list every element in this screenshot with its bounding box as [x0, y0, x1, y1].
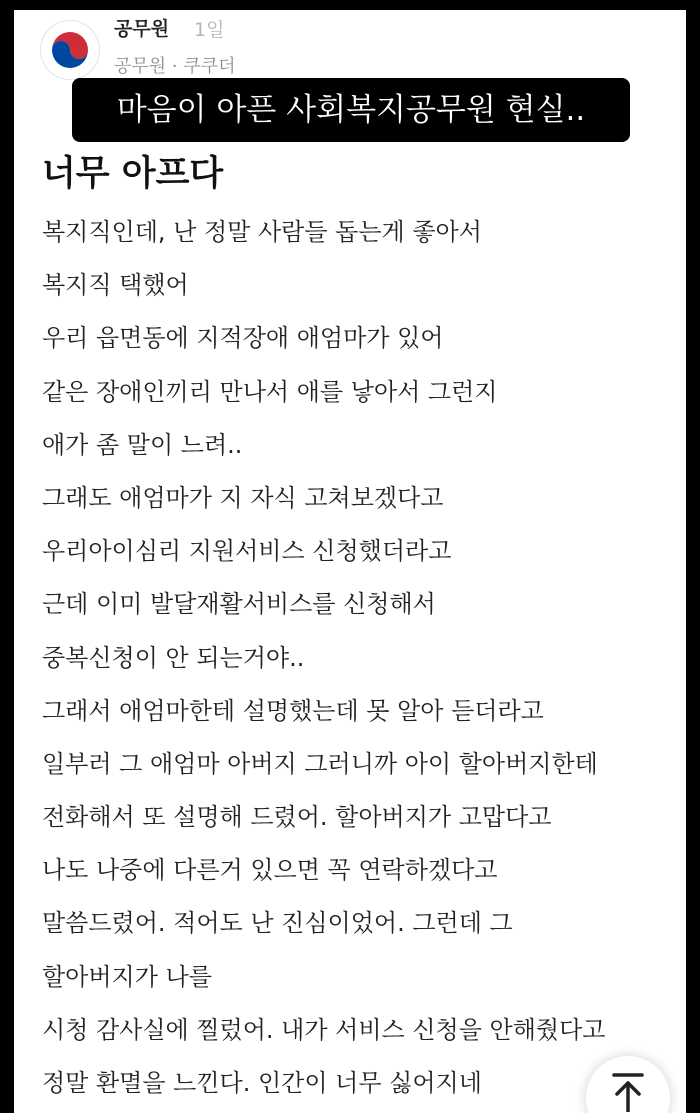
screen: [14, 10, 686, 1113]
post-body-line: 우리 읍면동에 지적장애 애엄마가 있어: [42, 324, 444, 353]
post-body-line: 애가 좀 말이 느려..: [42, 430, 243, 459]
author-avatar[interactable]: [40, 20, 100, 80]
post-body-line: 나도 나중에 다른거 있으면 꼭 연락하겠다고: [42, 856, 498, 885]
post-body-line: 그래도 애엄마가 지 자식 고쳐보겠다고: [42, 483, 444, 512]
author-name[interactable]: 공무원: [114, 18, 170, 40]
post-body-line: 말씀드렸어. 적어도 난 진심이었어. 그런데 그: [42, 909, 513, 938]
post-body-line: 정말 환멸을 느낀다. 인간이 너무 싫어지네: [42, 1069, 482, 1097]
author-meta: 공무원 · 쿠쿠더: [114, 56, 236, 77]
post-body-line: 근데 이미 발달재활서비스를 신청해서: [42, 590, 436, 619]
post-body-line: 그래서 애엄마한테 설명했는데 못 알아 듣더라고: [42, 696, 544, 725]
post-body-line: 중복신청이 안 되는거야..: [42, 643, 305, 672]
video-caption-overlay: 마음이 아픈 사회복지공무원 현실..: [72, 78, 630, 142]
government-emblem-icon: [48, 28, 92, 72]
post-body-line: 우리아이심리 지원서비스 신청했더라고: [42, 537, 452, 566]
arrow-up-icon: [611, 1072, 645, 1112]
post-body-line: 시청 감사실에 찔렀어. 내가 서비스 신청을 안해줬다고: [42, 1015, 606, 1044]
post-body-line: 일부러 그 애엄마 아버지 그러니까 아이 할아버지한테: [42, 749, 598, 778]
post-body-line: 할아버지가 나를: [42, 962, 212, 991]
post-body-line: 복지직인데, 난 정말 사람들 돕는게 좋아서: [42, 218, 482, 246]
post-body-line: 전화해서 또 설명해 드렸어. 할아버지가 고맙다고: [42, 803, 552, 832]
post-body-line: 복지직 택했어: [42, 271, 189, 300]
post-time: 1일: [194, 19, 225, 41]
post-title: 너무 아프다: [42, 154, 224, 194]
post-body: [42, 206, 682, 1110]
post-body-line: 같은 장애인끼리 만나서 애를 낳아서 그런지: [42, 377, 498, 406]
